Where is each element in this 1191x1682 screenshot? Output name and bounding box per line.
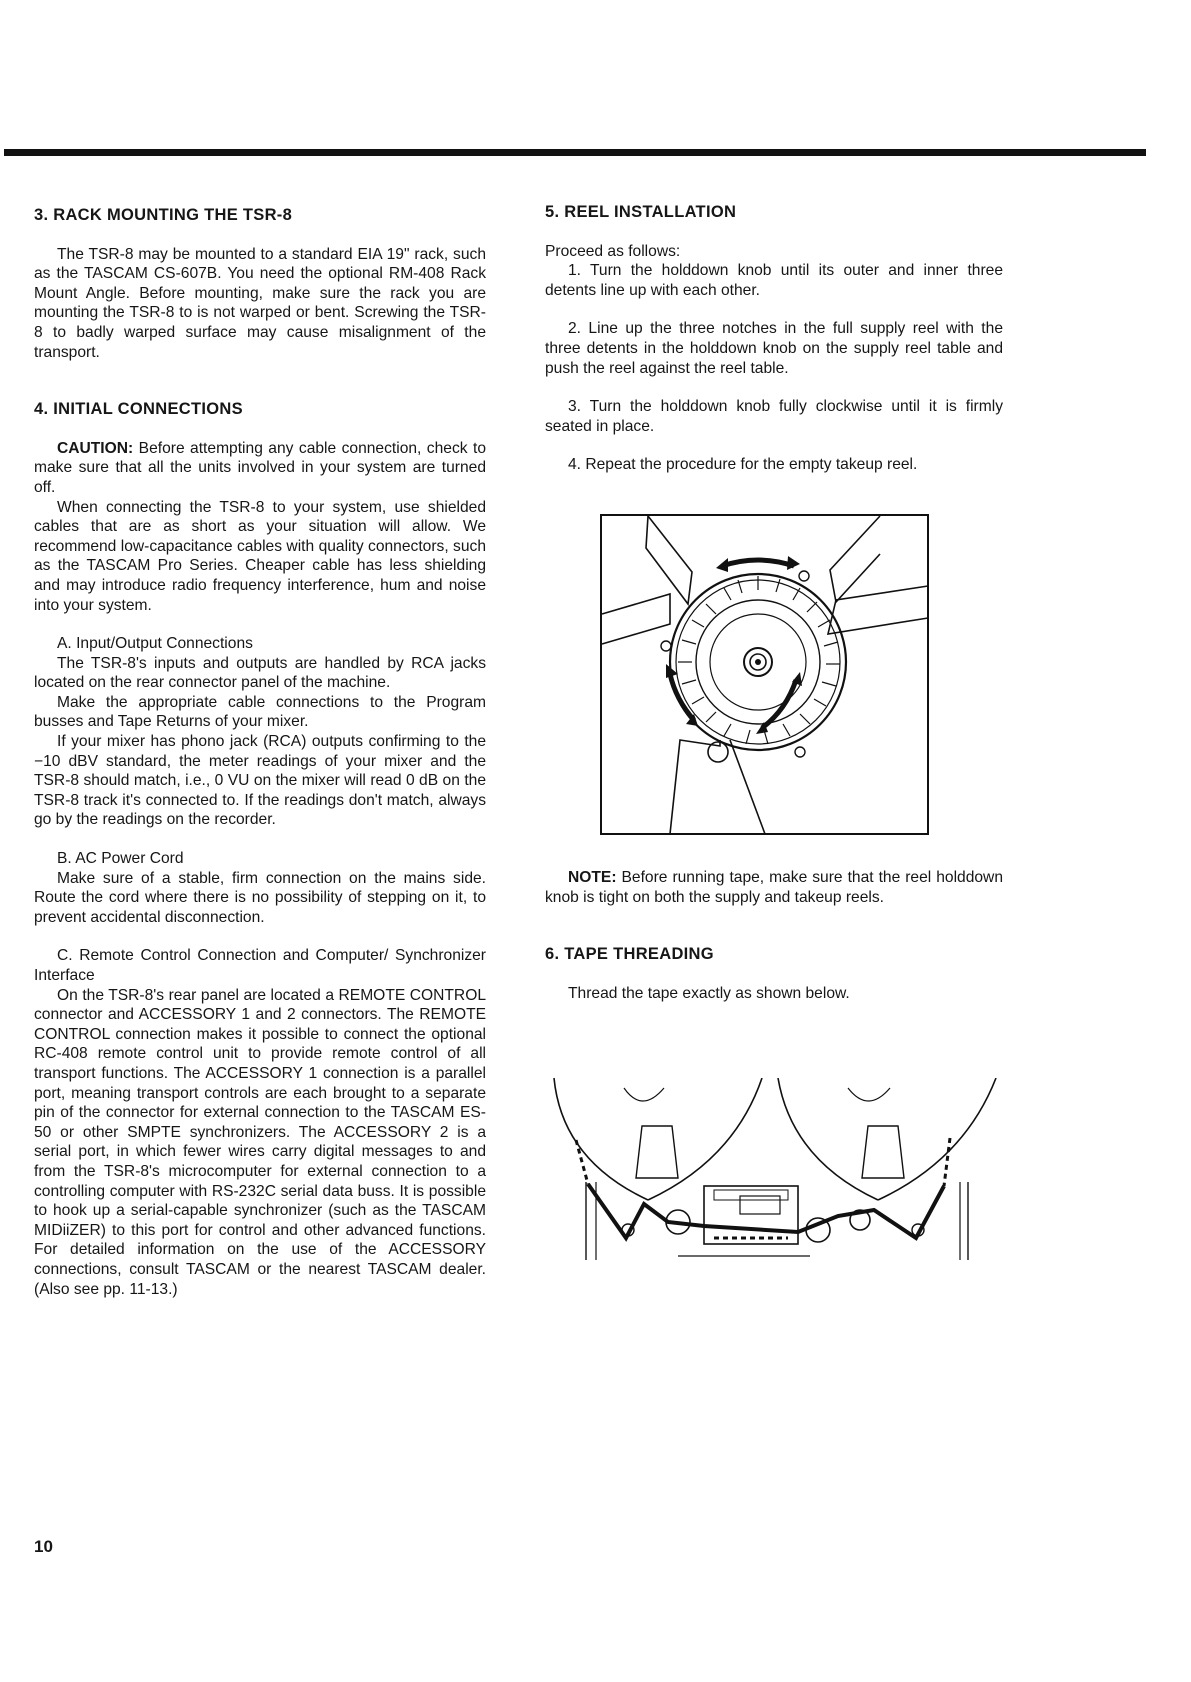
reel-intro: Proceed as follows: bbox=[545, 242, 681, 260]
note-label: NOTE: bbox=[568, 869, 617, 886]
note-paragraph bbox=[545, 868, 1003, 907]
reel-step-1: 1. Turn the holddown knob until its outer and inner three detents line up with each other. bbox=[545, 262, 1003, 299]
reel-installation-figure bbox=[600, 514, 930, 836]
subsection-b-title: B. AC Power Cord bbox=[57, 850, 184, 868]
subsection-a-title: A. Input/Output Connections bbox=[57, 635, 253, 653]
caution-paragraph bbox=[34, 439, 486, 498]
section-3-title: 3. RACK MOUNTING THE TSR-8 bbox=[34, 206, 293, 224]
right-column-upper bbox=[545, 203, 1003, 475]
section-4-title: 4. INITIAL CONNECTIONS bbox=[34, 400, 243, 419]
left-column bbox=[34, 206, 486, 1299]
tape-threading-figure bbox=[548, 1078, 1008, 1260]
section-5-title: 5. REEL INSTALLATION bbox=[545, 203, 737, 221]
subsection-a-paragraph-3: If your mixer has phono jack (RCA) outputs confirming to the −10 dBV standard, the meter readings of your mixer and the TSR-8 should match, i.e., 0 VU on the mixer will read 0 dB on the TSR-8 track it's connected to. If the readings don't match, always go by the readings on the recorder. bbox=[34, 733, 486, 829]
section-3-paragraph: The TSR-8 may be mounted to a standard EIA 19" rack, such as the TASCAM CS-607B. You need the optional RM-408 Rack Mount Angle. Before mounting, make sure the rack you are mounting the TSR-8 to is not warped or bent. Screwing the TSR-8 to badly warped surface may cause misalignment of the transport. bbox=[34, 245, 486, 361]
reel-step-2: 2. Line up the three notches in the full supply reel with the three detents in the holddown knob on the supply reel table and push the reel against the reel table. bbox=[545, 320, 1003, 377]
threading-paragraph: Thread the tape exactly as shown below. bbox=[568, 984, 850, 1002]
subsection-c-title: C. Remote Control Connection and Computer/ Synchronizer Interface bbox=[34, 947, 486, 984]
caution-text: Before attempting any cable connection, check to make sure that all the units involved in your system are turned off. bbox=[34, 439, 486, 496]
subsection-a-paragraph-2: Make the appropriate cable connections to the Program busses and Tape Returns of your mixer. bbox=[34, 693, 486, 731]
reel-step-3: 3. Turn the holddown knob fully clockwise until it is firmly seated in place. bbox=[545, 398, 1003, 435]
reel-step-4: 4. Repeat the procedure for the empty takeup reel. bbox=[568, 456, 918, 474]
top-rule bbox=[4, 149, 1146, 156]
section-6-title: 6. TAPE THREADING bbox=[545, 945, 714, 964]
subsection-b-paragraph: Make sure of a stable, firm connection on the mains side. Route the cord where there is no possibility of stepping on it, to prevent accidental disconnection. bbox=[34, 869, 486, 926]
caution-label: CAUTION: bbox=[57, 439, 134, 457]
subsection-c-paragraph: On the TSR-8's rear panel are located a REMOTE CONTROL connector and ACCESSORY 1 and 2 connectors. The REMOTE CONTROL connection makes it possible to connect the optional RC-408 remote control unit to provide remote control of all transport functions. The ACCESSORY 1 connection is a parallel port, meaning transport controls are each brought to a separate pin of the connector for external connection to the TASCAM ES-50 or other SMPTE synchronizers. The ACCESSORY 2 is a serial port, in which fewer wires carry digital messages to and from the TSR-8's microcomputer for external connection to a controlling computer with RS-232C serial data buss. It is possible to hook up a serial-capable synchronizer (such as the TASCAM MIDiiZER) to this port for control and other advanced functions. For detailed information on the use of the ACCESSORY connections, consult TASCAM or the nearest TASCAM dealer. (Also see pp. 11-13.) bbox=[34, 986, 486, 1298]
page-number: 10 bbox=[34, 1537, 53, 1556]
subsection-a-paragraph-1: The TSR-8's inputs and outputs are handled by RCA jacks located on the rear connector panel of the machine. bbox=[34, 654, 486, 692]
cables-paragraph: When connecting the TSR-8 to your system, use shielded cables that are as short as your situation will allow. We recommend low-capacitance cables with quality connectors, such as the TASCAM Pro Series. Cheaper cable has less shielding and may introduce radio frequency interference, hum and noise into your system. bbox=[34, 498, 486, 614]
note-text: Before running tape, make sure that the reel holddown knob is tight on both the supply and takeup reels. bbox=[545, 869, 1003, 906]
right-column-lower bbox=[545, 868, 1003, 1003]
